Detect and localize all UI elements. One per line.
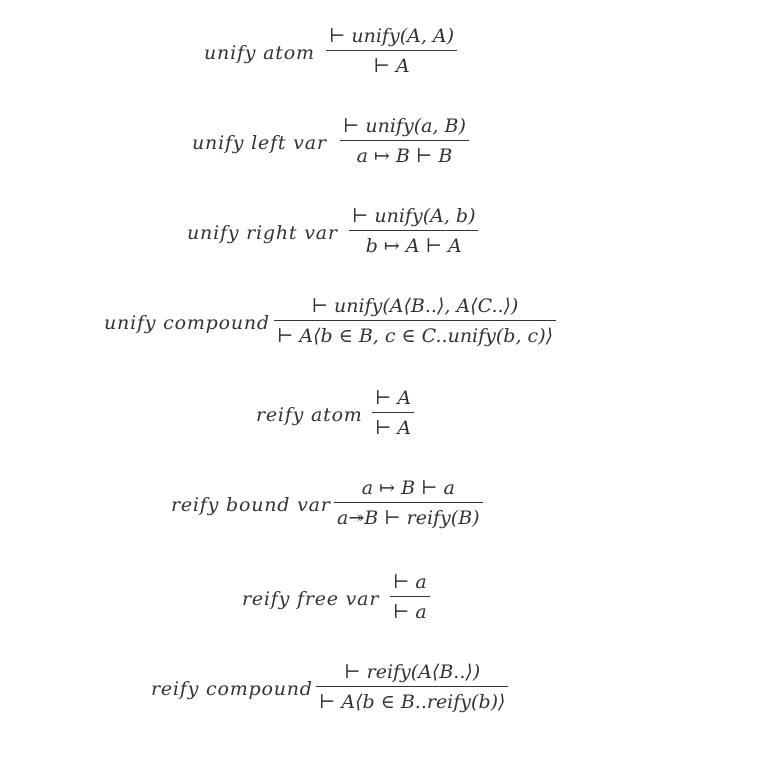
premise: ⊢ unify(A, b)	[352, 205, 476, 227]
inference-fraction	[340, 114, 469, 168]
conclusion: ⊢ A	[375, 417, 412, 439]
conclusion: a ↦ B ⊢ B	[356, 145, 453, 167]
conclusion: a↠B ⊢ reify(B)	[337, 507, 480, 529]
rule-name: reify bound var	[171, 494, 331, 516]
rule-name: unify right var	[187, 222, 338, 244]
premise: ⊢ unify(a, B)	[343, 115, 466, 137]
inference-bar	[340, 140, 469, 141]
inference-bar	[349, 230, 478, 231]
rule-name: unify left var	[192, 132, 327, 154]
rule-unify-right-var	[0, 204, 766, 264]
conclusion: ⊢ A⟨b ∈ B, c ∈ C..unify(b, c)⟩	[277, 325, 554, 347]
inference-fraction	[372, 386, 414, 440]
rule-reify-free-var	[0, 570, 766, 630]
conclusion: ⊢ A	[373, 55, 410, 77]
conclusion: ⊢ A⟨b ∈ B..reify(b)⟩	[319, 691, 506, 713]
rule-name: reify free var	[242, 588, 380, 610]
rule-name: unify atom	[204, 42, 315, 64]
inference-bar	[390, 596, 430, 597]
inference-fraction	[334, 476, 483, 530]
inference-bar	[274, 320, 556, 321]
premise: ⊢ reify(A⟨B..⟩)	[344, 661, 481, 683]
inference-bar	[326, 50, 457, 51]
rule-name: unify compound	[104, 312, 270, 334]
inference-fraction	[349, 204, 478, 258]
rule-unify-left-var	[0, 114, 766, 174]
inference-fraction	[326, 24, 457, 78]
rule-name: reify compound	[151, 678, 313, 700]
premise: ⊢ A	[375, 387, 412, 409]
inference-fraction	[316, 660, 508, 714]
inference-bar	[372, 412, 414, 413]
conclusion: ⊢ a	[393, 601, 427, 623]
inference-bar	[316, 686, 508, 687]
inference-fraction	[274, 294, 556, 348]
inference-bar	[334, 502, 483, 503]
premise: ⊢ a	[393, 571, 427, 593]
premise: a ↦ B ⊢ a	[361, 477, 455, 499]
rule-unify-compound	[0, 294, 766, 354]
inference-fraction	[390, 570, 430, 624]
premise: ⊢ unify(A, A)	[329, 25, 455, 47]
rule-name: reify atom	[256, 404, 363, 426]
premise: ⊢ unify(A⟨B..⟩, A⟨C..⟩)	[311, 295, 519, 317]
rule-reify-compound	[0, 660, 766, 720]
rule-reify-bound-var	[0, 476, 766, 536]
rule-reify-atom	[0, 386, 766, 446]
conclusion: b ↦ A ⊢ A	[365, 235, 462, 257]
rule-unify-atom	[0, 24, 766, 84]
